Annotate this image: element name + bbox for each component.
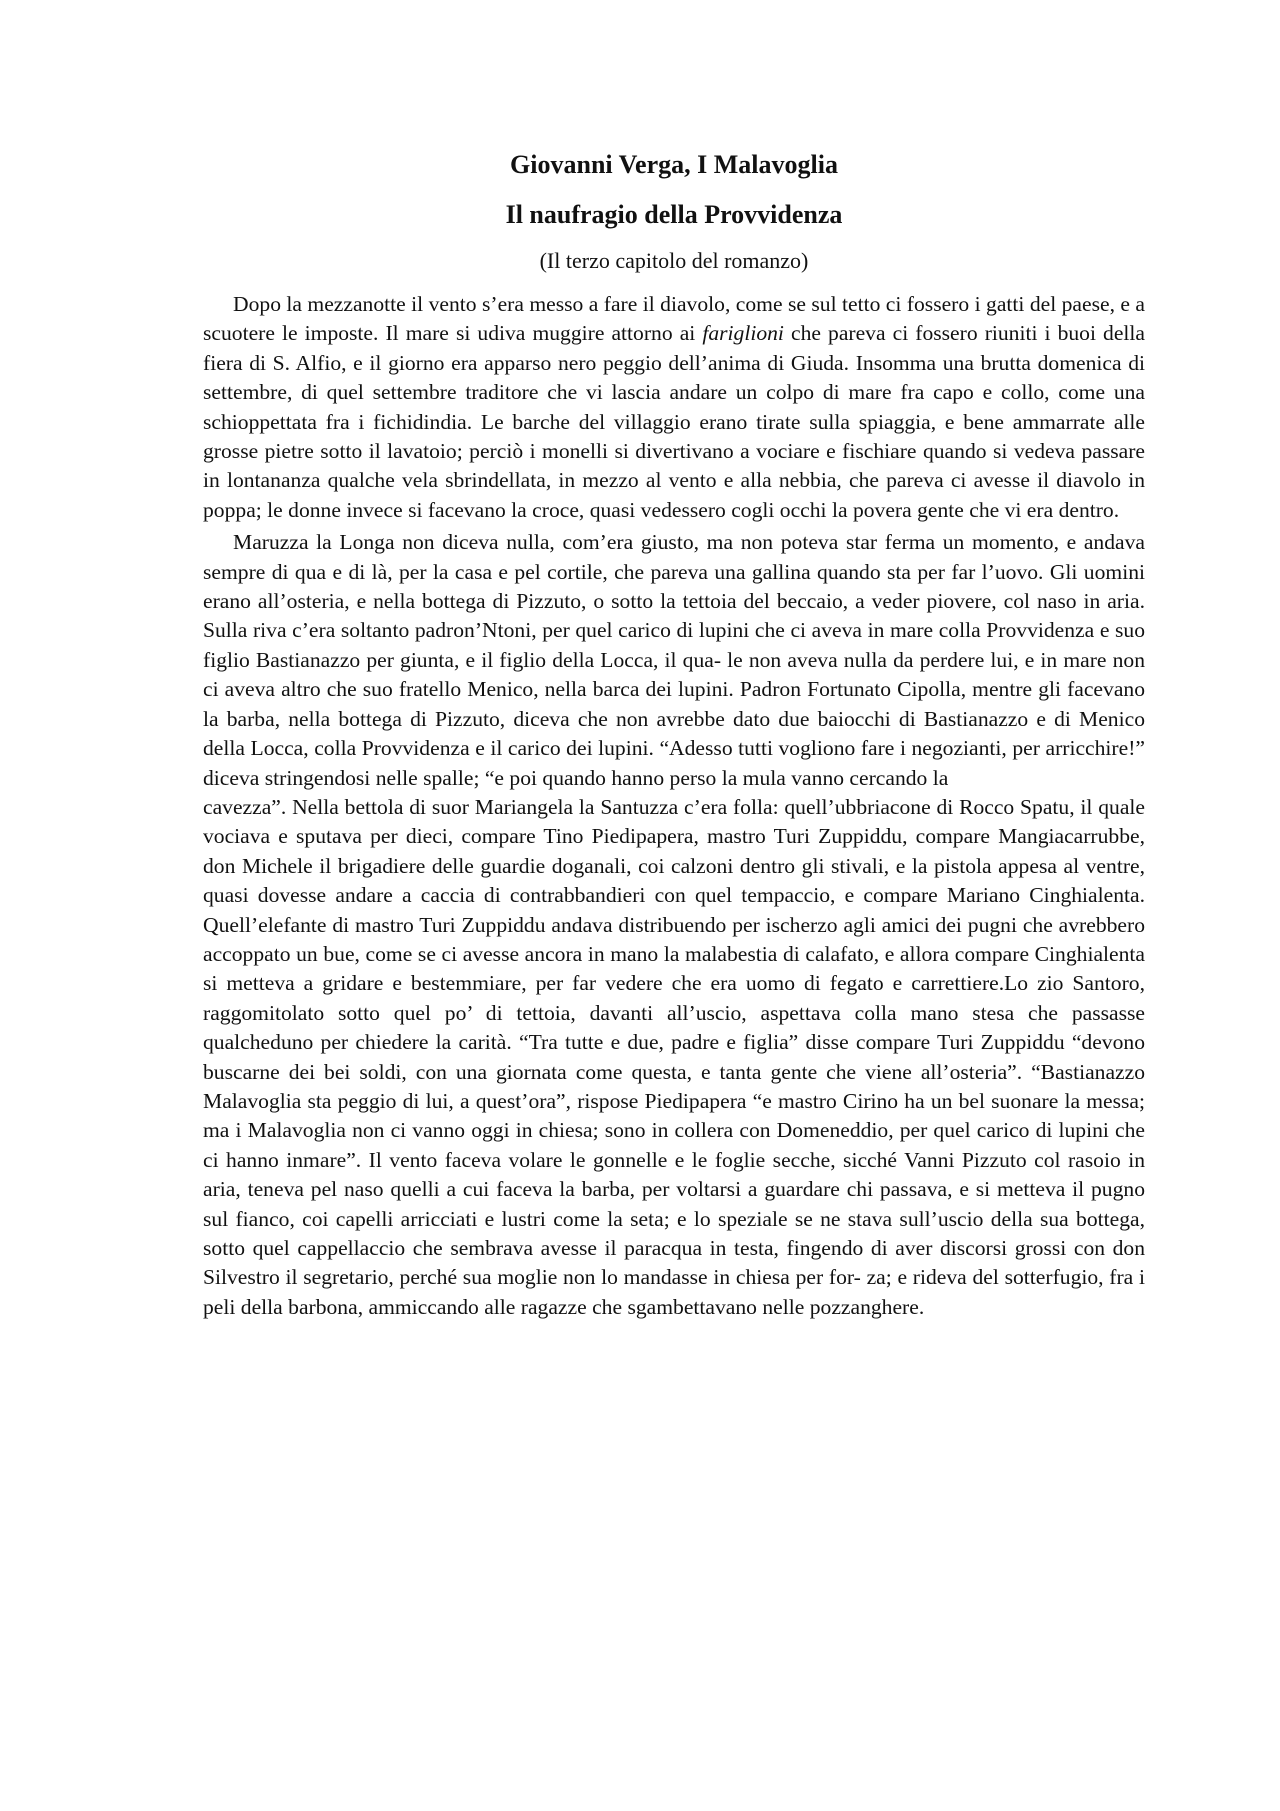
chapter-title: Il naufragio della Provvidenza	[505, 200, 843, 229]
paragraph-1-text-start: Dopo la mezzanotte il vento s’era messo a fare il diavolo, come se sul tetto ci fossero i gatti del paese, e a scuotere le imposte. Il mare si udiva muggire attorno ai	[203, 292, 1145, 346]
paragraph-2: Maruzza la Longa non diceva nulla, com’era giusto, ma non poteva star ferma un momento, e andava sempre di qua e di là, per la casa e pel cortile, che pareva una gallina quando sta per far l’uovo. Gli uomini erano all’osteria, e nella bottega di Pizzuto, o sotto la tettoia del beccaio, a veder piovere, col naso in aria. Sulla riva c’era soltanto padron’Ntoni, per quel carico di lupini che ci aveva in mare colla Provvidenza e suo figlio Bastianazzo per giunta, e il figlio della Locca, il qua- le non aveva nulla da perdere lui, e in mare non ci aveva altro che suo fratello Menico, nella barca dei lupini. Padron Fortunato Cipolla, mentre gli facevano la barba, nella bottega di Pizzuto, diceva che non avrebbe dato due baiocchi di Bastianazzo e di Menico della Locca, colla Provvidenza e il carico dei lupini. “Adesso tutti vogliono fare i negozianti, per arricchire!” diceva stringendosi nelle spalle; “e poi quando hanno perso la mula vanno cercando la	[203, 530, 1145, 790]
chapter-note: (Il terzo capitolo del romanzo)	[539, 248, 809, 273]
document-title: Giovanni Verga, I Malavoglia	[510, 150, 838, 179]
paragraph-1	[203, 290, 1145, 525]
paragraph-1-text-end: che pareva ci fossero riuniti i buoi della fiera di S. Alfio, e il giorno era apparso nero peggio dell’anima di Giuda. Insomma una brutta domenica di settembre, di quel settembre traditore che vi lascia andare un colpo di mare fra capo e collo, come una schioppettata fra i fichidindia. Le barche del villaggio erano tirate sulla spiaggia, e bene ammarrate alle grosse pietre sotto il lavatoio; perciò i monelli si divertivano a vociare e fischiare quando si vedeva passare in lontananza qualche vela sbrindellata, in mezzo al vento e alla nebbia, che pareva ci avesse il diavolo in poppa; le donne invece si facevano la croce, quasi vedessero cogli occhi la povera gente che vi era dentro.	[203, 321, 1146, 522]
document-body	[203, 148, 1145, 1322]
paragraph-3: cavezza”. Nella bettola di suor Mariangela la Santuzza c’era folla: quell’ubbriacone di Rocco Spatu, il quale vociava e sputava per dieci, compare Tino Piedipapera, mastro Turi Zuppiddu, compare Mangiacarrubbe, don Michele il brigadiere delle guardie doganali, coi calzoni dentro gli stivali, e la pistola appesa al ventre, quasi dovesse andare a caccia di contrabbandieri con quel tempaccio, e compare Mariano Cinghialenta. Quell’elefante di mastro Turi Zuppiddu andava distribuendo per ischerzo agli amici dei pugni che avrebbero accoppato un bue, come se ci avesse ancora in mano la malabestia di calafato, e allora compare Cinghialenta si metteva a gridare e bestemmiare, per far vedere che era uomo di fegato e carrettiere.Lo zio Santoro, raggomitolato sotto quel po’ di tettoia, davanti all’uscio, aspettava colla mano stesa che passasse qualcheduno per chiedere la carità. “Tra tutte e due, padre e figlia” disse compare Turi Zuppiddu “devono buscarne dei bei soldi, con una giornata come questa, e tanta gente che viene all’osteria”. “Bastianazzo Malavoglia sta peggio di lui, a quest’ora”, rispose Piedipapera “e mastro Cirino ha un bel suonare la messa; ma i Malavoglia non ci vanno oggi in chiesa; sono in collera con Domeneddio, per quel carico di lupini che ci hanno inmare”. Il vento faceva volare le gonnelle e le foglie secche, sicché Vanni Pizzuto col rasoio in aria, teneva pel naso quelli a cui faceva la barba, per voltarsi a guardare chi passava, e si metteva il pugno sul fianco, coi capelli arricciati e lustri come la seta; e lo speziale se ne stava sull’uscio della sua bottega, sotto quel cappellaccio che sembrava avesse il paracqua in testa, fingendo di aver discorsi grossi con don Silvestro il segretario, perché sua moglie non lo mandasse in chiesa per for- za; e rideva del sotterfugio, fra i peli della barbona, ammiccando alle ragazze che sgambettavano nelle pozzanghere.	[203, 794, 1145, 1319]
paragraph-1-italic-word: fariglioni	[702, 321, 784, 346]
